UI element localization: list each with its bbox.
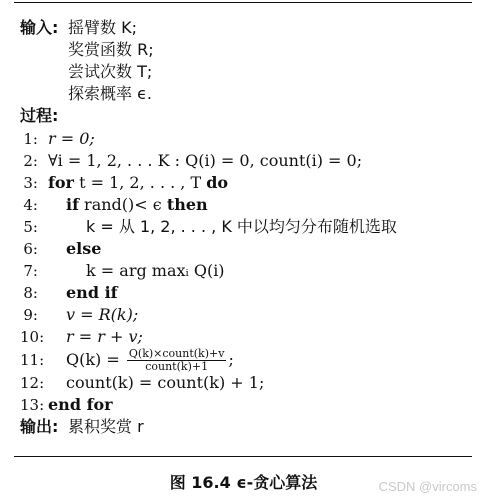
input-item-trials: 尝试次数 T; [68, 62, 153, 81]
line-terminator: ; [228, 350, 234, 369]
fraction-numerator: Q(k)×count(k)+v [128, 347, 225, 360]
algorithm-line: ∀i = 1, 2, . . . K : Q(i) = 0, count(i) = 0; [48, 151, 363, 170]
process-label: 过程: [20, 106, 59, 125]
line-number: 4: [23, 196, 38, 214]
loop-range: t = 1, 2, . . . , T [73, 173, 207, 192]
algorithm-line: k = arg maxᵢ Q(i) [86, 261, 225, 280]
algorithm-line [66, 196, 208, 214]
algorithm-line [48, 174, 228, 192]
figure-caption: 图 16.4 ϵ-贪心算法 [169, 473, 318, 492]
algorithm-line: r = r + v; [66, 327, 143, 346]
keyword-end-for: end for [48, 395, 113, 414]
line-number: 7: [23, 262, 38, 280]
keyword-else: else [66, 239, 102, 258]
line-number: 10: [20, 328, 45, 346]
input-item-reward: 奖赏函数 R; [68, 40, 154, 59]
keyword-then: then [166, 195, 208, 214]
input-label: 输入: [20, 18, 59, 37]
input-item-arms: 摇臂数 K; [68, 18, 137, 37]
line-number: 9: [23, 306, 38, 324]
fraction-denominator: count(k)+1 [145, 360, 209, 373]
line-number: 3: [23, 174, 38, 192]
if-condition: rand()< ϵ [78, 195, 167, 214]
line-number: 12: [20, 374, 45, 392]
line-number: 13: [20, 396, 45, 414]
watermark: CSDN @vircoms [378, 479, 477, 494]
algorithm-line: v = R(k); [66, 305, 139, 324]
update-fraction [127, 348, 227, 373]
top-rule [14, 2, 472, 3]
line-number: 1: [23, 130, 38, 148]
output-text: 累积奖赏 r [68, 417, 144, 436]
input-item-epsilon: 探索概率 ϵ. [68, 84, 153, 103]
output-label: 输出: [20, 417, 59, 436]
line-number: 11: [20, 351, 45, 369]
line-number: 8: [23, 284, 38, 302]
algorithm-line: k = 从 1, 2, . . . , K 中以均匀分布随机选取 [86, 217, 397, 236]
algorithm-line: count(k) = count(k) + 1; [66, 373, 265, 392]
keyword-if: if [66, 195, 79, 214]
algorithm-line [66, 343, 234, 377]
line-number: 6: [23, 240, 38, 258]
keyword-for: for [48, 173, 74, 192]
line-number: 2: [23, 152, 38, 170]
update-lhs: Q(k) = [66, 350, 120, 369]
keyword-end-if: end if [66, 283, 118, 302]
algorithm-line: r = 0; [48, 129, 95, 148]
line-number: 5: [23, 218, 38, 236]
bottom-rule [14, 456, 472, 457]
keyword-do: do [206, 173, 229, 192]
